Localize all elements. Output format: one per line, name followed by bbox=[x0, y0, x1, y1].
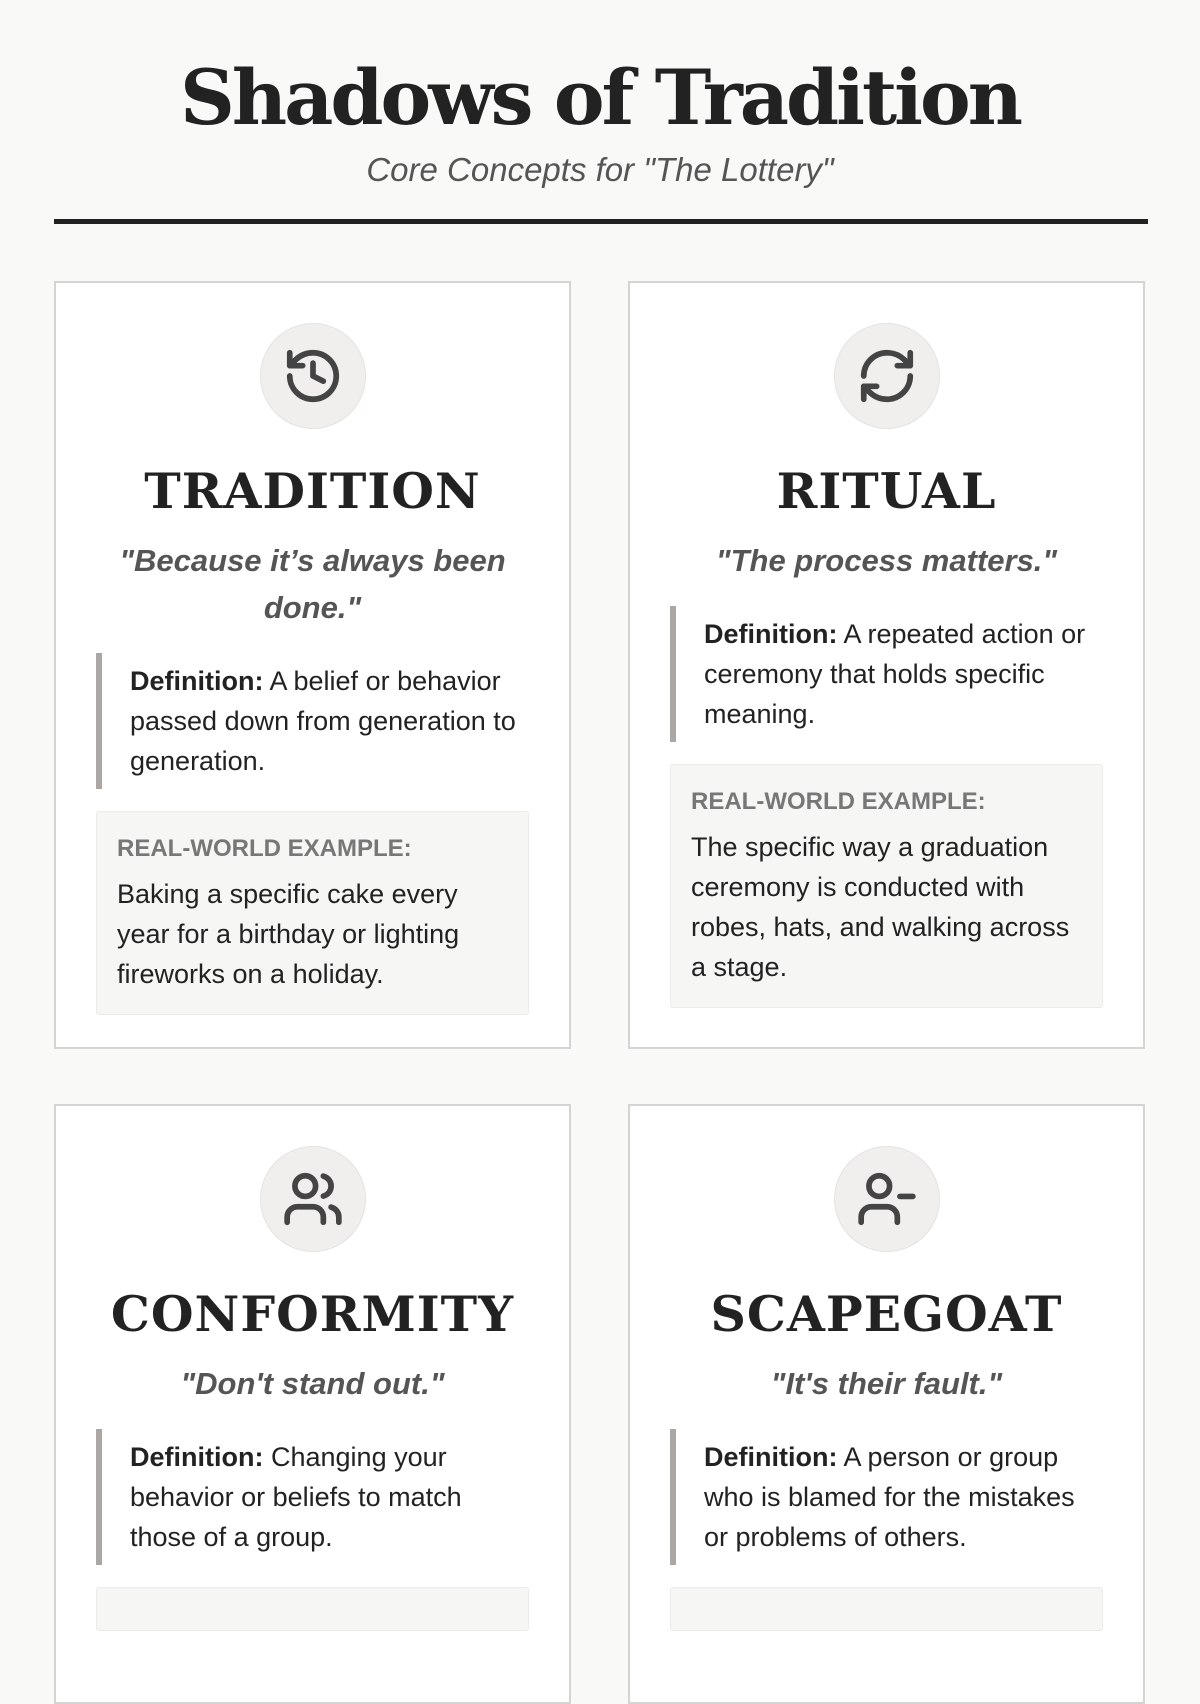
example-text: The specific way a graduation ceremony is conducted with robes, hats, and walking across a stage. bbox=[691, 832, 1070, 982]
concept-card-conformity bbox=[54, 1104, 571, 1704]
page-header bbox=[0, 0, 1200, 190]
definition-block bbox=[670, 1429, 1103, 1565]
definition-label: Definition: bbox=[704, 619, 838, 649]
definition-label: Definition: bbox=[130, 666, 264, 696]
card-quote: "Don't stand out." bbox=[180, 1366, 445, 1401]
definition-block bbox=[96, 653, 529, 789]
example-text: Baking a specific cake every year for a birthday or lighting fireworks on a holiday. bbox=[117, 879, 460, 989]
history-icon bbox=[260, 323, 366, 429]
page-subtitle: Core Concepts for "The Lottery" bbox=[366, 151, 834, 188]
card-title: TRADITION bbox=[144, 462, 481, 520]
card-quote: "The process matters." bbox=[715, 543, 1058, 578]
definition-label: Definition: bbox=[704, 1442, 838, 1472]
card-title: RITUAL bbox=[776, 462, 997, 520]
example-box bbox=[670, 1587, 1103, 1631]
example-box bbox=[96, 1587, 529, 1631]
card-title: SCAPEGOAT bbox=[710, 1285, 1063, 1343]
definition-block bbox=[96, 1429, 529, 1565]
definition-label: Definition: bbox=[130, 1442, 264, 1472]
card-title: CONFORMITY bbox=[110, 1285, 515, 1343]
page-title: Shadows of Tradition bbox=[180, 53, 1020, 142]
concept-card-tradition bbox=[54, 281, 571, 1049]
definition-text: A person or group who is blamed for the mistakes or problems of others. bbox=[704, 1442, 1075, 1552]
concept-card-ritual bbox=[628, 281, 1145, 1049]
header-divider bbox=[54, 219, 1148, 224]
example-box bbox=[670, 764, 1103, 1008]
concept-card-scapegoat bbox=[628, 1104, 1145, 1704]
users-icon bbox=[260, 1146, 366, 1252]
user-minus-icon bbox=[834, 1146, 940, 1252]
card-quote: "Because it’s always been done." bbox=[119, 543, 506, 625]
definition-text: Changing your behavior or beliefs to match those of a group. bbox=[130, 1442, 462, 1552]
definition-block bbox=[670, 606, 1103, 742]
definition-text: A repeated action or ceremony that holds specific meaning. bbox=[704, 619, 1086, 729]
card-quote: "It's their fault." bbox=[770, 1366, 1003, 1401]
example-box bbox=[96, 811, 529, 1015]
definition-text: A belief or behavior passed down from generation to generation. bbox=[130, 666, 516, 776]
example-label: REAL-WORLD EXAMPLE: bbox=[117, 835, 412, 862]
refresh-icon bbox=[834, 323, 940, 429]
example-label: REAL-WORLD EXAMPLE: bbox=[691, 788, 986, 815]
